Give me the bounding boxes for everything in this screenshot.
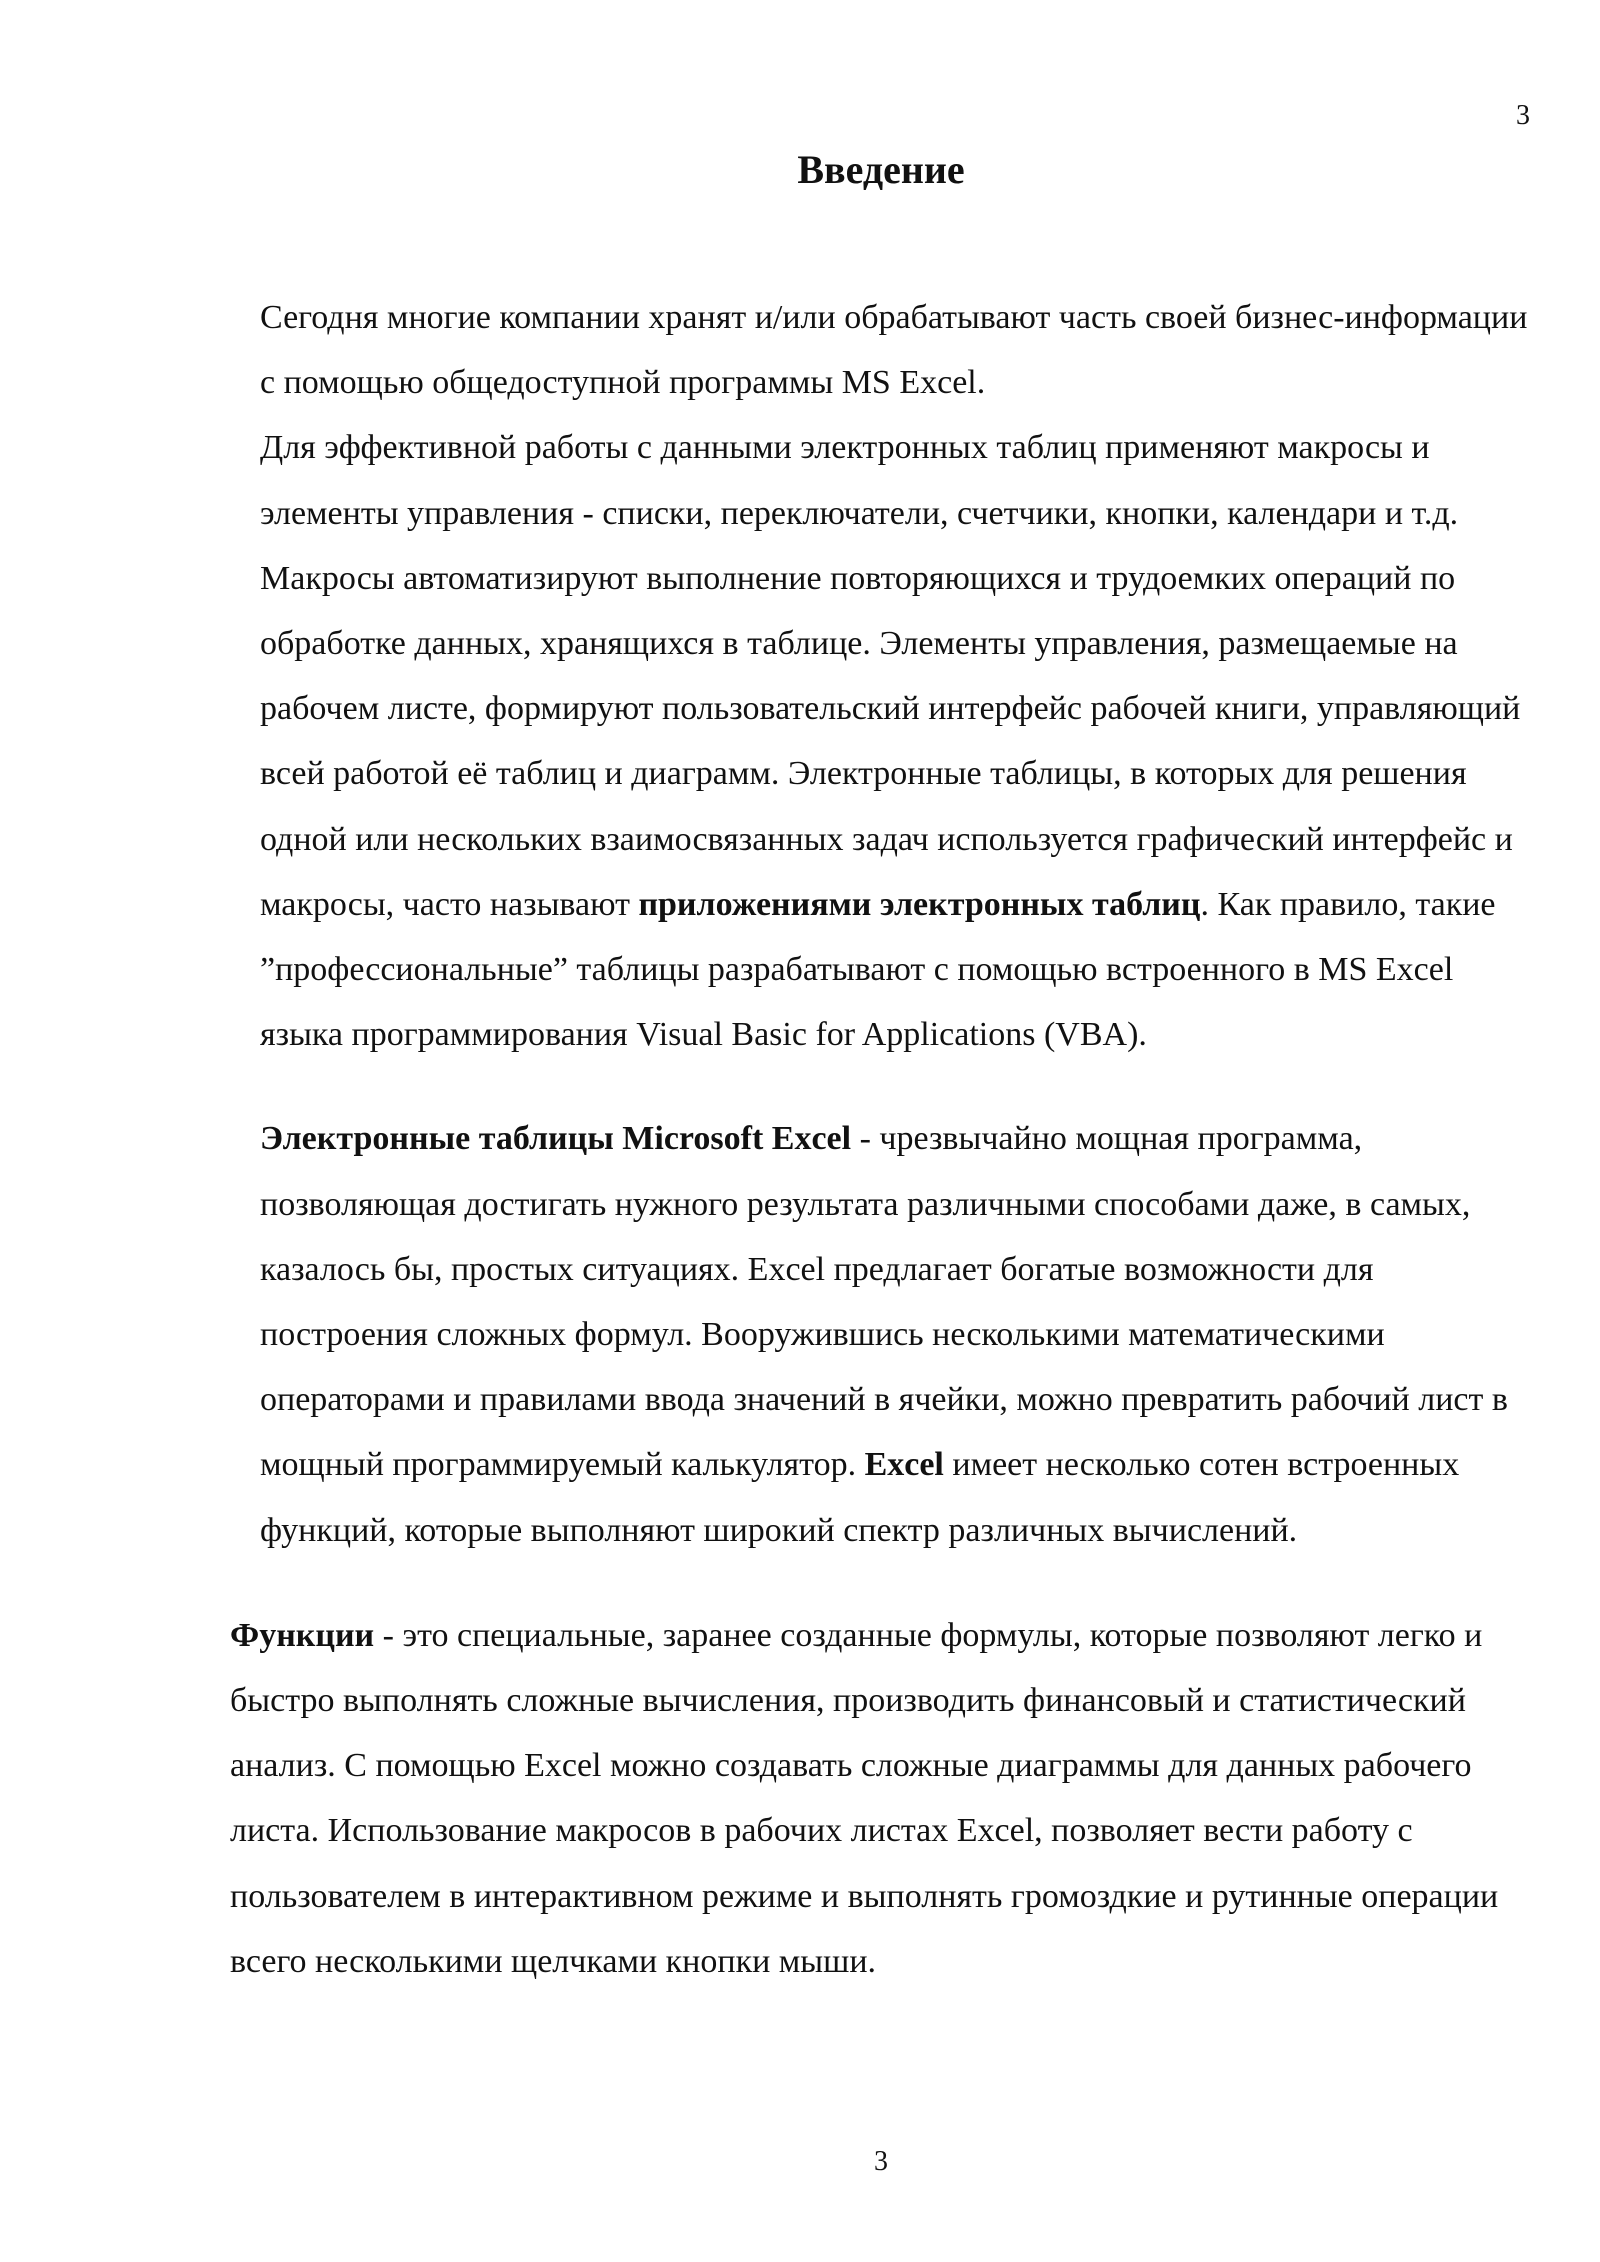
paragraph-2-bold-term: приложениями электронных таблиц (638, 885, 1201, 923)
paragraph-3 (230, 1106, 1540, 1562)
paragraph-3-text-before: - чрезвычайно мощная программа, позволяющая достигать нужного результата различными способами даже, в самых, казалось бы, простых ситуациях. Excel предлагает богатые возможности для построения сложных формул. Вооружившись несколькими математическими операторами и правилами ввода значений в ячейки, можно превратить рабочий лист в мощный программируемый калькулятор. (260, 1120, 1508, 1484)
paragraph-2 (230, 415, 1540, 1067)
paragraph-1 (230, 285, 1540, 415)
paragraph-1-text: Сегодня многие компании хранят и/или обрабатывают часть своей бизнес-информации с помощью общедоступной программы MS Excel. (260, 299, 1528, 402)
page-number-top: 3 (1516, 100, 1530, 131)
paragraph-4-bold-lead: Функции (230, 1616, 375, 1654)
paragraph-4-text: - это специальные, заранее созданные формулы, которые позволяют легко и быстро выполнять сложные вычисления, производить финансовый и статистический анализ. С помощью Excel можно создавать сложные диаграммы для данных рабочего листа. Использование макросов в рабочих листах Excel, позволяет вести работу с пользователем в интерактивном режиме и выполнять громоздкие и рутинные операции всего несколькими щелчками кнопки мыши. (230, 1616, 1499, 1980)
paragraph-3-bold-lead: Электронные таблицы Microsoft Excel (260, 1120, 852, 1158)
paragraph-3-text-after: имеет несколько сотен встроенных функций, которые выполняют широкий спектр различных вычислений. (260, 1446, 1460, 1549)
paragraph-2-text-before: Для эффективной работы с данными электронных таблиц применяют макросы и элементы управления - списки, переключатели, счетчики, кнопки, календари и т.д. Макросы автоматизируют выполнение повторяющихся и трудоемких операций по обработке данных, хранящихся в таблице. Элементы управления, размещаемые на рабочем листе, формируют пользовательский интерфейс рабочей книги, управляющий всей работой её таблиц и диаграмм. Электронные таблицы, в которых для решения одной или нескольких взаимосвязанных задач используется графический интерфейс и макросы, часто называют (260, 429, 1521, 923)
paragraph-4 (230, 1603, 1540, 1994)
paragraph-2-text-after: . Как правило, такие ”профессиональные” таблицы разрабатывают с помощью встроенного в MS Excel языка программирования Visual Basic for Applications (VBA). (260, 885, 1496, 1054)
page-number-bottom: 3 (874, 2146, 888, 2177)
page-title: Введение (797, 147, 965, 192)
document-body (230, 285, 1540, 1994)
paragraph-3-bold-excel: Excel (864, 1446, 944, 1484)
